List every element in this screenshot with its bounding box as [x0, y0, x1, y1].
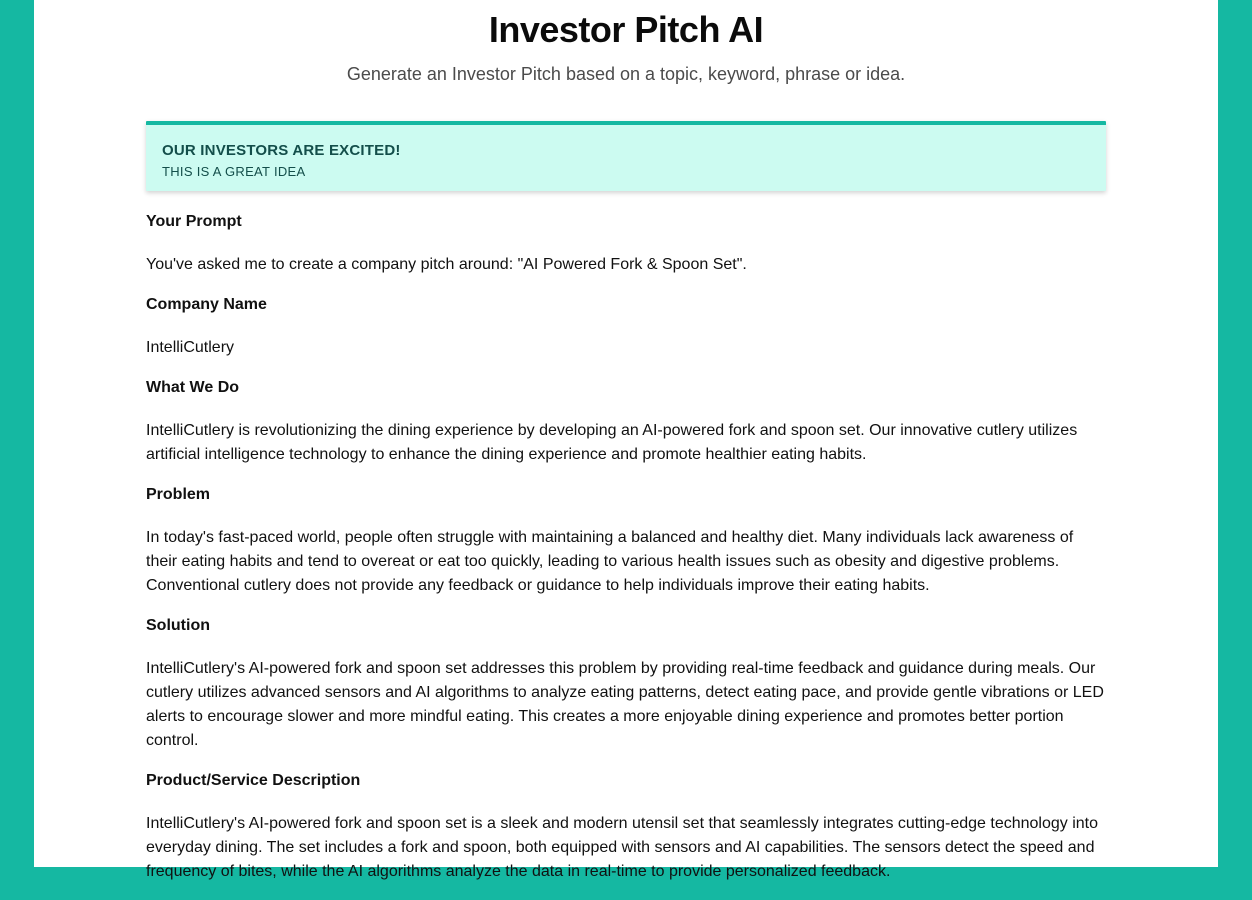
- section-body: You've asked me to create a company pitch around: "AI Powered Fork & Spoon Set".: [146, 256, 747, 273]
- section-company-name: [146, 293, 1106, 360]
- page-subtitle: Generate an Investor Pitch based on a topic, keyword, phrase or idea.: [346, 64, 906, 84]
- page-header: [34, 0, 1218, 85]
- section-body: In today's fast-paced world, people often struggle with maintaining a balanced and healthy diet. Many individuals lack awareness of their eating habits and tend to overeat or eat too quickly, leading to various health issues such as obesity and digestive problems. Conventional cutlery does not provide any feedback or guidance to help individuals improve their eating habits.: [146, 529, 1074, 594]
- section-heading: Your Prompt: [146, 213, 242, 230]
- section-problem: [146, 483, 1106, 598]
- section-your-prompt: [146, 210, 1106, 277]
- section-body: IntelliCutlery's AI-powered fork and spoon set is a sleek and modern utensil set that seamlessly integrates cutting-edge technology into everyday dining. The set includes a fork and spoon, both equipped with sensors and AI capabilities. The sensors detect the speed and frequency of bites, while the AI algorithms analyze the data in real-time to provide personalized feedback.: [146, 815, 1099, 880]
- section-heading: Solution: [146, 617, 210, 634]
- section-solution: [146, 614, 1106, 753]
- main-content-card: [34, 0, 1218, 880]
- section-heading: Company Name: [146, 296, 267, 313]
- section-body: IntelliCutlery is revolutionizing the dining experience by developing an AI-powered fork and spoon set. Our innovative cutlery utilizes artificial intelligence technology to enhance the dining experience and promote healthier eating habits.: [146, 422, 1078, 463]
- alert-subtitle: THIS IS A GREAT IDEA: [162, 164, 306, 179]
- section-body: IntelliCutlery's AI-powered fork and spoon set addresses this problem by providing real-time feedback and guidance during meals. Our cutlery utilizes advanced sensors and AI algorithms to analyze eating patterns, detect eating pace, and provide gentle vibrations or LED alerts to encourage slower and more mindful eating. This creates a more enjoyable dining experience and promotes better portion control.: [146, 660, 1104, 749]
- section-heading: Problem: [146, 486, 211, 503]
- section-heading: Product/Service Description: [146, 772, 361, 789]
- alert-title: OUR INVESTORS ARE EXCITED!: [162, 142, 401, 159]
- section-product-description: [146, 769, 1106, 884]
- page-title: Investor Pitch AI: [488, 9, 764, 50]
- pitch-sections: [146, 210, 1106, 884]
- section-what-we-do: [146, 376, 1106, 467]
- success-alert: [146, 121, 1106, 191]
- section-heading: What We Do: [146, 379, 240, 396]
- pitch-content: [146, 121, 1106, 900]
- section-body: IntelliCutlery: [146, 339, 235, 356]
